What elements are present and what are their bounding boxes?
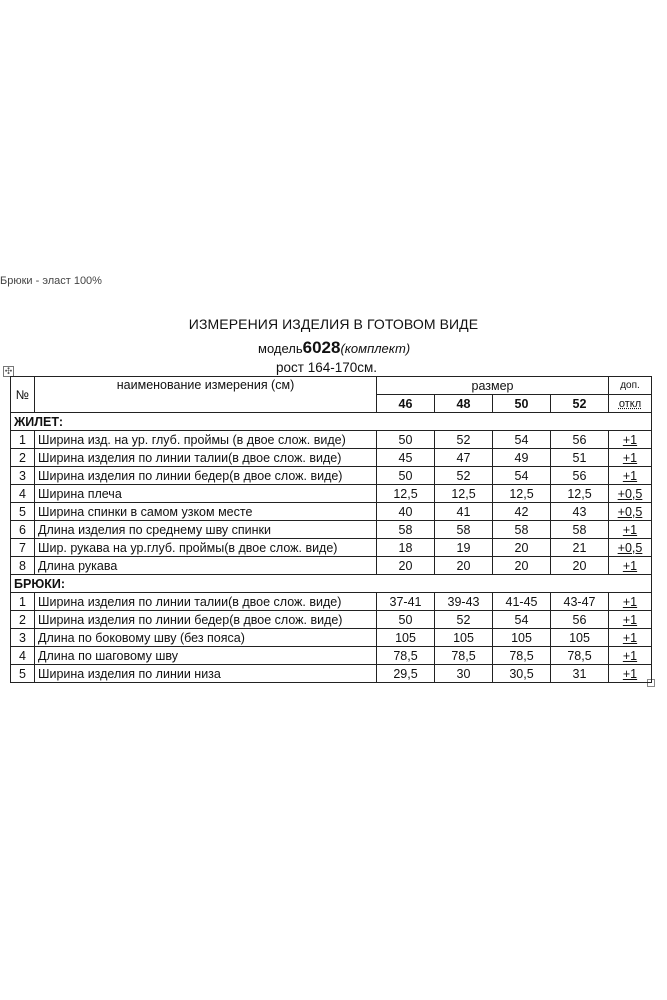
- measurement-value: 20: [435, 557, 493, 575]
- row-number: 7: [11, 539, 35, 557]
- measurement-value: 18: [377, 539, 435, 557]
- measurement-value: 29,5: [377, 665, 435, 683]
- measurement-value: 58: [493, 521, 551, 539]
- measurement-value: 50: [377, 611, 435, 629]
- measurement-value: 105: [377, 629, 435, 647]
- section-title: БРЮКИ:: [11, 575, 652, 593]
- measurement-name: Ширина изделия по линии низа: [35, 665, 377, 683]
- measurement-row: [11, 431, 652, 449]
- measurement-value: 58: [551, 521, 609, 539]
- header-size: размер: [377, 377, 609, 395]
- measurement-value: 20: [377, 557, 435, 575]
- row-number: 5: [11, 665, 35, 683]
- row-number: 4: [11, 647, 35, 665]
- row-number: 6: [11, 521, 35, 539]
- section-row: [11, 413, 652, 431]
- measurement-value: 12,5: [377, 485, 435, 503]
- measurement-value: 105: [493, 629, 551, 647]
- measurement-name: Ширина изделия по линии бедер(в двое слож. виде): [35, 611, 377, 629]
- measurement-name: Ширина изделия по линии талии(в двое слож. виде): [35, 449, 377, 467]
- tolerance-value: +0,5: [609, 539, 652, 557]
- measurement-value: 50: [377, 431, 435, 449]
- measurement-value: 51: [551, 449, 609, 467]
- size-46: 46: [377, 395, 435, 413]
- measurement-row: [11, 485, 652, 503]
- measurement-value: 40: [377, 503, 435, 521]
- measurement-value: 43-47: [551, 593, 609, 611]
- measurement-value: 19: [435, 539, 493, 557]
- measurements-table-body: [11, 377, 652, 683]
- measurement-value: 20: [493, 539, 551, 557]
- measurement-row: [11, 539, 652, 557]
- measurement-value: 78,5: [377, 647, 435, 665]
- measurement-value: 78,5: [493, 647, 551, 665]
- measurement-name: Ширина спинки в самом узком месте: [35, 503, 377, 521]
- section-row: [11, 575, 652, 593]
- model-suffix: (комплект): [340, 341, 411, 356]
- measurement-value: 52: [435, 611, 493, 629]
- measurement-value: 52: [435, 431, 493, 449]
- measurement-value: 78,5: [435, 647, 493, 665]
- row-number: 1: [11, 431, 35, 449]
- measurement-value: 58: [377, 521, 435, 539]
- row-number: 4: [11, 485, 35, 503]
- measurement-value: 50: [377, 467, 435, 485]
- measurement-value: 42: [493, 503, 551, 521]
- measurement-value: 30,5: [493, 665, 551, 683]
- measurement-name: Ширина плеча: [35, 485, 377, 503]
- measurement-value: 20: [493, 557, 551, 575]
- measurement-row: [11, 665, 652, 683]
- measurement-value: 39-43: [435, 593, 493, 611]
- row-number: 3: [11, 629, 35, 647]
- tolerance-value: +1: [609, 449, 652, 467]
- row-number: 2: [11, 611, 35, 629]
- measurement-value: 41-45: [493, 593, 551, 611]
- measurement-name: Ширина изделия по линии талии(в двое слож. виде): [35, 593, 377, 611]
- header-tolerance-bottom: откл: [609, 395, 652, 413]
- tolerance-value: +1: [609, 431, 652, 449]
- measurement-name: Длина рукава: [35, 557, 377, 575]
- measurement-value: 45: [377, 449, 435, 467]
- measurement-value: 31: [551, 665, 609, 683]
- measurement-value: 12,5: [435, 485, 493, 503]
- model-line: [258, 338, 410, 358]
- measurement-name: Длина по боковому шву (без пояса): [35, 629, 377, 647]
- row-number: 8: [11, 557, 35, 575]
- size-52: 52: [551, 395, 609, 413]
- tolerance-value: +1: [609, 593, 652, 611]
- measurement-name: Шир. рукава на ур.глуб. проймы(в двое слож. виде): [35, 539, 377, 557]
- row-number: 5: [11, 503, 35, 521]
- size-50: 50: [493, 395, 551, 413]
- tolerance-value: +0,5: [609, 503, 652, 521]
- header-tolerance-top: доп.: [609, 377, 652, 395]
- model-prefix: модель: [258, 341, 303, 356]
- measurement-value: 56: [551, 431, 609, 449]
- tolerance-value: +1: [609, 521, 652, 539]
- measurement-row: [11, 467, 652, 485]
- measurement-row: [11, 449, 652, 467]
- document-title: ИЗМЕРЕНИЯ ИЗДЕЛИЯ В ГОТОВОМ ВИДЕ: [188, 316, 479, 332]
- measurement-value: 12,5: [493, 485, 551, 503]
- measurement-row: [11, 557, 652, 575]
- measurement-value: 21: [551, 539, 609, 557]
- tolerance-value: +1: [609, 557, 652, 575]
- model-number: 6028: [302, 338, 341, 357]
- measurement-name: Длина изделия по среднему шву спинки: [35, 521, 377, 539]
- measurement-value: 54: [493, 467, 551, 485]
- size-48: 48: [435, 395, 493, 413]
- measurement-value: 105: [551, 629, 609, 647]
- measurement-value: 56: [551, 467, 609, 485]
- measurement-value: 41: [435, 503, 493, 521]
- measurement-row: [11, 647, 652, 665]
- measurement-value: 12,5: [551, 485, 609, 503]
- measurement-value: 47: [435, 449, 493, 467]
- header-num: №: [11, 377, 35, 413]
- header-name: наименование измерения (см): [35, 377, 377, 413]
- measurement-value: 52: [435, 467, 493, 485]
- tolerance-value: +1: [609, 665, 652, 683]
- row-number: 1: [11, 593, 35, 611]
- tolerance-value: +1: [609, 647, 652, 665]
- measurement-value: 37-41: [377, 593, 435, 611]
- measurement-row: [11, 503, 652, 521]
- header-row-1: [11, 377, 652, 395]
- measurement-row: [11, 629, 652, 647]
- measurement-name: Ширина изд. на ур. глуб. проймы (в двое слож. виде): [35, 431, 377, 449]
- tolerance-value: +1: [609, 611, 652, 629]
- tolerance-value: +1: [609, 467, 652, 485]
- measurement-value: 54: [493, 611, 551, 629]
- section-title: ЖИЛЕТ:: [11, 413, 652, 431]
- measurements-table: [10, 376, 652, 683]
- measurement-value: 56: [551, 611, 609, 629]
- measurement-row: [11, 611, 652, 629]
- measurement-row: [11, 593, 652, 611]
- measurement-value: 43: [551, 503, 609, 521]
- cropped-text-line: Брюки - эласт 100%: [0, 275, 102, 287]
- row-number: 3: [11, 467, 35, 485]
- measurement-name: Ширина изделия по линии бедер(в двое слож. виде): [35, 467, 377, 485]
- measurement-value: 30: [435, 665, 493, 683]
- measurement-row: [11, 521, 652, 539]
- measurement-name: Длина по шаговому шву: [35, 647, 377, 665]
- height-range: рост 164-170см.: [276, 360, 378, 375]
- measurement-value: 49: [493, 449, 551, 467]
- measurement-value: 20: [551, 557, 609, 575]
- tolerance-value: +0,5: [609, 485, 652, 503]
- tolerance-value: +1: [609, 629, 652, 647]
- row-number: 2: [11, 449, 35, 467]
- measurement-value: 105: [435, 629, 493, 647]
- table-move-handle-icon[interactable]: ✣: [4, 366, 13, 376]
- measurement-value: 78,5: [551, 647, 609, 665]
- measurement-value: 54: [493, 431, 551, 449]
- measurement-value: 58: [435, 521, 493, 539]
